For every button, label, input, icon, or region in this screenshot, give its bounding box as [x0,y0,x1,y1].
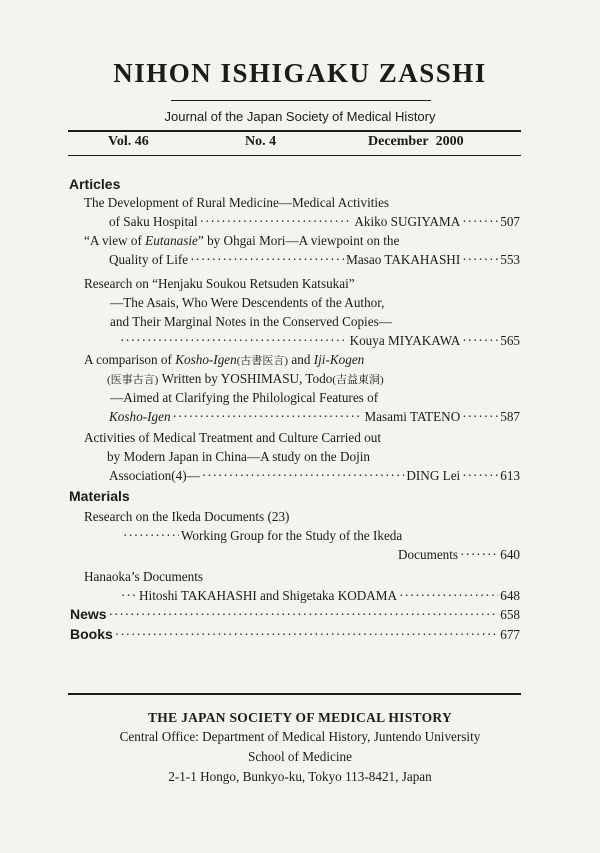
journal-title: NIHON ISHIGAKU ZASSHI [113,58,487,88]
title-divider [171,100,431,101]
article-4-title: A comparison of Kosho-Igen(古書医言) and Iji-Kogen [84,352,365,367]
address: 2-1-1 Hongo, Bunkyo-ku, Tokyo 113-8421, Japan [168,769,432,784]
article-2-author: Masao TAKAHASHI [346,252,461,267]
article-5-title-cont: by Modern Japan in China—A study on the Dojin [107,449,370,464]
material-1-authors: ····· Working Group for the Study of the Ikeda [121,526,402,545]
news-entry [70,605,520,624]
article-4-entry [109,407,520,426]
article-5-title: Activities of Medical Treatment and Culture Carried out [84,430,382,445]
article-4-subtitle-cont: Kosho-Igen [109,409,171,424]
issue-number: No. 4 [245,134,277,149]
article-3-page: 565 [500,333,520,348]
material-2-page: 648 [500,588,520,603]
article-3-title: Research on “Henjaku Soukou Retsuden Katsukai” [84,276,355,291]
article-3-subtitle-1: —The Asais, Who Were Descendents of the Author, [110,295,385,310]
article-5-title-end: Association(4)— [109,468,200,483]
leader-dots [462,331,498,350]
school-name: School of Medicine [247,749,352,764]
article-4-page: 587 [500,409,520,424]
article-2-title-cont: Quality of Life [109,252,189,267]
article-1-title-cont: of Saku Hospital [109,214,198,229]
articles-heading: Articles [69,176,121,192]
materials-heading: Materials [69,488,130,504]
material-1-page: 640 [500,547,520,562]
material-2-authors: Hitoshi TAKAHASHI and Shigetaka KODAMA [139,588,398,603]
article-4-title-cont: (医事古言) Written by YOSHIMASU, Todo(吉益東洞) [107,371,384,386]
leader-dots [460,545,498,564]
leader-dots [200,212,353,231]
news-page: 658 [500,607,520,622]
issue-date: December 2000 [368,134,464,149]
material-2-entry [121,586,520,605]
issue-rule-bottom [68,155,521,156]
article-4-author: Masami TATENO [364,409,461,424]
leader-dots [462,407,498,426]
issue-volume: Vol. 46 [108,134,149,149]
leader-dots [399,586,498,605]
article-1-entry [109,212,520,231]
leader-dots [173,407,363,426]
article-2-title: “A view of Eutanasie” by Ohgai Mori—A viewpoint on the [84,233,400,248]
books-page: 677 [500,627,520,642]
material-2-title: Hanaoka’s Documents [84,569,204,584]
article-1-title: The Development of Rural Medicine—Medical Activities [84,195,390,210]
leader-dots [121,586,137,605]
article-2-entry [109,250,520,269]
article-3-author: Kouya MIYAKAWA [349,333,461,348]
leader-dots [109,605,499,624]
article-5-author: DING Lei [406,468,461,483]
books-heading: Books [70,626,113,642]
issue-rule-top [68,130,521,132]
leader-dots [462,466,498,485]
central-office: Central Office: Department of Medical History, Juntendo University [119,729,481,744]
society-name: THE JAPAN SOCIETY OF MEDICAL HISTORY [148,710,452,725]
leader-dots [462,250,498,269]
article-4-subtitle: —Aimed at Clarifying the Philological Features of [110,390,379,405]
leader-dots [123,526,179,545]
article-3-entry [118,331,520,350]
books-entry [70,625,520,644]
article-1-page: 507 [500,214,520,229]
leader-dots [462,212,498,231]
material-1-authors-cont: Documents [398,547,459,562]
news-heading: News [70,606,107,622]
footer-rule [68,693,521,695]
material-1-entry [398,545,520,564]
journal-subtitle: Journal of the Japan Society of Medical History [164,109,436,124]
article-2-page: 553 [500,252,520,267]
material-1-title: Research on the Ikeda Documents (23) [84,509,290,524]
article-3-subtitle-2: and Their Marginal Notes in the Conserved Copies— [110,314,392,329]
leader-dots [115,625,498,644]
article-1-author: Akiko SUGIYAMA [354,214,461,229]
article-5-page: 613 [500,468,520,483]
leader-dots [202,466,405,485]
article-5-entry [109,466,520,485]
leader-dots [190,250,344,269]
leader-dots [120,331,348,350]
